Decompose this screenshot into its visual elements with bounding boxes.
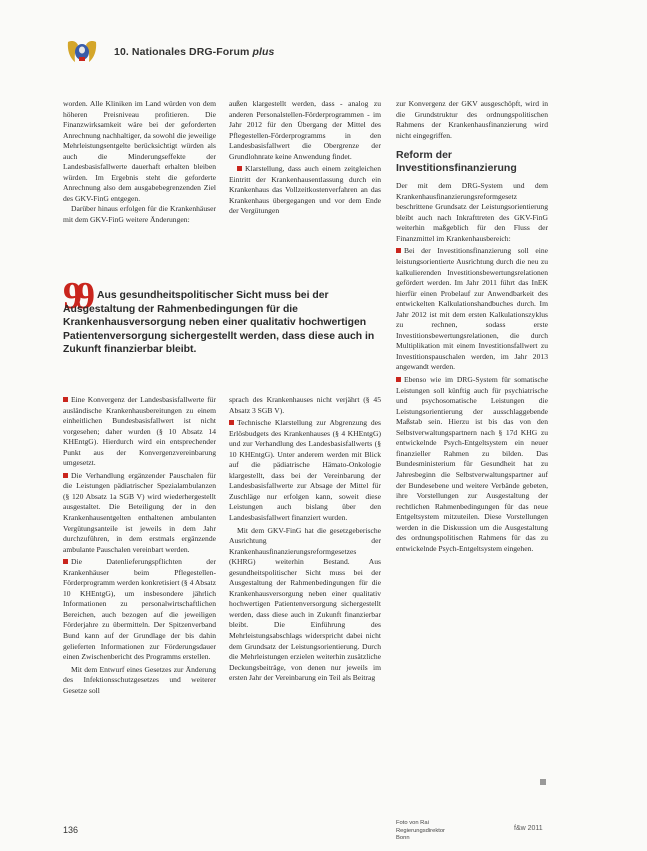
forum-logo-icon <box>62 38 102 68</box>
section-heading: Reform der Investitionsfinanzierung <box>396 149 517 175</box>
quote-mark-icon: 99 <box>63 275 89 317</box>
column-3 <box>396 99 548 554</box>
red-square-bullet-icon <box>396 248 401 253</box>
red-square-bullet-icon <box>63 473 68 478</box>
red-square-bullet-icon <box>63 559 68 564</box>
paragraph: sprach des Krankenhauses nicht verjährt (§ 45 Absatz 3 SGB V). <box>229 395 381 415</box>
bullet-paragraph: Klarstellung, dass auch einem zeitgleichen Eintritt der Krankenhausentlassung durch ein Krankenhaus das Vollzeitkostenverfahren an das Krankenhaus übergegangen und vor dem Ende der Vergütungen <box>229 164 381 216</box>
header-title-suffix: plus <box>252 46 275 58</box>
column-2-bottom <box>229 395 381 684</box>
paragraph: Mit dem GKV-FinG hat die gesetzgeberische Ausrichtung der Krankenhausfinanzierungsreformgesetzes (KHRG) weiterhin Bestand. Aus gesundheitspolitischer Sicht muss bei der Ausgestaltung der Rahmenbedingungen für die Krankenhausversorgung neben einer qualitativ hochwertigen Patientenversorgung sichergestellt werden, dass diese auch in Zukunft finanzierbar bleibt. Die Einführung des Mehrleistungsabschlags widerspricht dabei nicht dem Grundsatz der Leistungsorientierung. Durch die Mehrleistungen erzielen weiterhin zusätzliche Deckungsbeiträge, von denen nur jeweils im ersten Jahr der Vereinbarung ein Teil als Beitrag <box>229 525 381 683</box>
bullet-paragraph: Bei der Investitionsfinanzierung soll eine leistungsorientierte Ausrichtung durch die neu zu kalkulierenden Investitionsbewertungsrelationen gefördert werden. Im Jahr 2011 führt das InEK hierfür einen Probelauf zur Anwendbarkeit des entwickelten Kalkulationshandbuches durch. Im Jahr 2012 ist mit dem ersten Kalkulationszyklus zu rechnen, sodass erste Investitionsbewertungsrelationen, die durch Multiplikation mit einem Investitionsfallwert zu Investitionspauschalen werden, im Jahr 2013 angewandt werden. <box>396 246 548 372</box>
column-1-bottom <box>63 395 216 696</box>
author-line: Foto von Rai <box>396 820 429 826</box>
paragraph: worden. Alle Kliniken im Land würden von dem höheren Preisniveau profitieren. Die Finanzwirksamkeit wäre bei der geforderten Anrechnung nachhaltiger, da sowohl die jeweilige Mehrleistungsentgelte berücksichtigt würden als auch die Minderungseffekte der Landesbasisfallwerte dauerhaft erhalten bleiben würden. Im Ergebnis steht die geforderte Anrechnung also dem ausgabebegrenzenden Ziel des GKV-FinG entgegen. <box>63 99 216 203</box>
author-line: Regierungsdirektor <box>396 827 445 834</box>
paragraph: Der mit dem DRG-System und dem Krankenhausfinanzierungsreformgesetz beschrittene Grundsatz der Leistungsorientierung bleibt auch nach Inkrafttreten des GKV-FinG weiterhin maßgeblich für den Fluss der Finanzmittel im Krankenhausbereich: <box>396 181 548 243</box>
page-header <box>62 38 582 68</box>
bullet-paragraph: Die Verhandlung ergänzender Pauschalen für die Leistungen pädiatrischer Spezialambulanzen (§ 120 Absatz 1a SGB V) wird wiederhergestellt ausgestaltet. Die Beteiligung der in den Krankenhausentgelten enthaltenen ambulanten Vergütungsanteile ist jeweils in dem Jahr durchzuführen, in dem erstmals ergänzende ambulante Pauschalen vereinbart werden. <box>63 470 216 554</box>
bullet-paragraph: Technische Klarstellung zur Abgrenzung des Erlösbudgets des Krankenhauses (§ 4 KHEntgG) und zur Verhandlung des Landesbasisfallwerts (§ 10 KHEntgG). Unter anderem werden mit Blick auf die pädiatrische Hämato-Onkologie klargestellt, dass bei der Vereinbarung der Landesbasisfallwerte zur Absage der Mittel für Zuschläge nur erfolgen kann, soweit diese Leistungen auch bislang über den Landesbasisfallwert finanziert wurden. <box>229 418 381 523</box>
paragraph: außen klargestellt werden, dass - analog zu anderen Personalstellen-Förderprogrammen - im Jahr 2012 für den Übergang der Mittel des Pflegestellen-Förderprogramms in den Landesbasisfallwert die Obergrenze der Grundlohnrate keine Anwendung findet. <box>229 99 381 161</box>
header-title: 10. Nationales DRG-Forum plus <box>114 46 275 58</box>
red-square-bullet-icon <box>237 166 242 171</box>
paragraph: zur Konvergenz der GKV ausgeschöpft, wird in die Grundstruktur des ordnungspolitischen Rahmens der Krankenhausfinanzierung wird nicht eingegriffen. <box>396 99 548 140</box>
page-number: 136 <box>63 825 79 835</box>
pull-quote-text: Aus gesundheitspolitischer Sicht muss bei der Ausgestaltung der Rahmenbedingungen für die Krankenhausversorgung neben einer qualitativ hochwertigen Patientenversorgung sichergestellt werden, dass diese auch in Zukunft finanzierbar bleibt. <box>63 290 375 356</box>
column-1-top <box>63 99 216 226</box>
bullet-paragraph: Eine Konvergenz der Landesbasisfallwerte für ausländische Krankenhausbereitungen zu einem einheitlichen Bundesbasisfallwert ist nicht vorgesehen; daher wurden (§ 10 Absatz 14 KHEntgG). Hierdurch wird ein entsprechender Punkt aus der Konvergenzvereinbarung umgesetzt. <box>63 395 216 468</box>
paragraph: Darüber hinaus erfolgen für die Krankenhäuser mit dem GKV-FinG weitere Änderungen: <box>63 204 216 225</box>
column-2-top <box>229 99 381 217</box>
bullet-paragraph: Die Datenlieferungspflichten der Krankenhäuser beim Pflegestellen-Förderprogramm werden konkretisiert (§ 4 Absatz 10 KHEntgG), um insbesondere jährlich Informationen zu personalwirtschaftlichen Bereichen, auch bezogen auf die jeweiligen Förderjahre zu übermitteln. Der Spitzenverband Bund kann auf der Grundlage der bis dahin gelieferten Informationen zur Förderungsdauer einen Zwischenbericht des Programms erstellen. <box>63 557 216 662</box>
red-square-bullet-icon <box>396 377 401 382</box>
author-line: Bonn <box>396 835 410 841</box>
red-square-bullet-icon <box>229 420 234 425</box>
bullet-paragraph: Ebenso wie im DRG-System für somatische Leistungen soll künftig auch für psychiatrische und psychosomatische Leistungen die Leistungsorientierung der ausschlaggebende Maßstab sein. Hierzu ist bis das von den Selbstverwaltungspartnern nach § 17d KHG zu entwickelnde Psych-Entgeltsystem ein neuer finanzieller Rahmen zu bilden. Das Bundesministerium für Gesundheit hat zu Jahresbeginn die Selbstverwaltungspartner auf der Bundesebene und weitere Verbände gebeten, ihre Vorstellungen zur Ausgestaltung der rechtlichen Rahmenbedingungen für das neue Entgeltsystem mitzuteilen. Diese Vorstellungen werden in die Diskussion um die Ausgestaltung des ordnungspolitischen Rahmens für das zu entwickelnde Psych-Entgeltsystem eingehen. <box>396 375 548 553</box>
pull-quote <box>63 289 393 357</box>
issue-label: f&w 2011 <box>514 825 543 832</box>
author-box <box>396 820 445 843</box>
red-square-bullet-icon <box>63 397 68 402</box>
end-of-article-square-icon <box>540 779 546 785</box>
paragraph: Mit dem Entwurf eines Gesetzes zur Änderung des Infektionsschutzgesetzes und weiterer Gesetze soll <box>63 664 216 695</box>
